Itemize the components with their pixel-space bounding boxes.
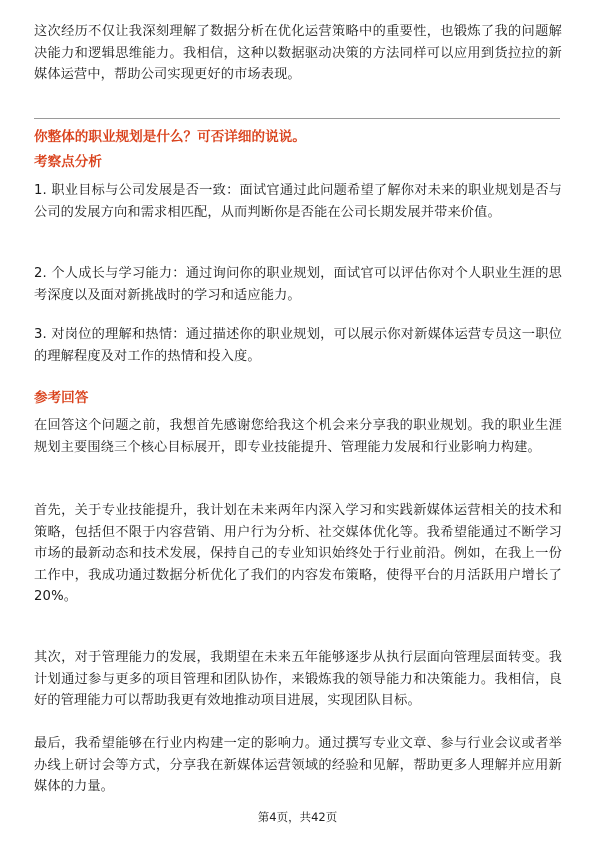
- answer-paragraph-2: 首先，关于专业技能提升，我计划在未来两年内深入学习和实践新媒体运营相关的技术和策略，包括但不限于内容营销、用户行为分析、社交媒体优化等。我希望能通过不断学习市场的最新动态和技术发展，保持自己的专业知识始终处于行业前沿。例如，在我上一份工作中，我成功通过数据分析优化了我们的内容发布策略，使得平台的月活跃用户增长了20%。: [34, 503, 562, 605]
- section-divider: [34, 118, 560, 119]
- analysis-point-2: 2. 个人成长与学习能力：通过询问你的职业规划，面试官可以评估你对个人职业生涯的思考深度以及面对新挑战时的学习和适应能力。: [34, 266, 562, 303]
- answer-heading: 参考回答: [34, 390, 89, 406]
- answer-paragraph-4: 最后，我希望能够在行业内构建一定的影响力。通过撰写专业文章、参与行业会议或者举办线上研讨会等方式，分享我在新媒体运营领域的经验和见解，帮助更多人理解并应用新媒体的力量。: [34, 736, 562, 795]
- analysis-heading: 考察点分析: [34, 154, 102, 170]
- question-title: 你整体的职业规划是什么？可否详细的说说。: [34, 129, 306, 145]
- answer-paragraph-3: 其次，对于管理能力的发展，我期望在未来五年能够逐步从执行层面向管理层面转变。我计划通过参与更多的项目管理和团队协作，来锻炼我的领导能力和决策能力。我相信，良好的管理能力可以帮助我更有效地推动项目进展，实现团队目标。: [34, 650, 562, 709]
- intro-paragraph: 这次经历不仅让我深刻理解了数据分析在优化运营策略中的重要性，也锻炼了我的问题解决能力和逻辑思维能力。我相信，这种以数据驱动决策的方法同样可以应用到货拉拉的新媒体运营中，帮助公司实现更好的市场表现。: [34, 24, 562, 83]
- answer-paragraph-1: 在回答这个问题之前，我想首先感谢您给我这个机会来分享我的职业规划。我的职业生涯规划主要围绕三个核心目标展开，即专业技能提升、管理能力发展和行业影响力构建。: [34, 418, 562, 455]
- analysis-point-3: 3. 对岗位的理解和热情：通过描述你的职业规划，可以展示你对新媒体运营专员这一职位的理解程度及对工作的热情和投入度。: [34, 327, 562, 364]
- analysis-point-1: 1. 职业目标与公司发展是否一致：面试官通过此问题希望了解你对未来的职业规划是否与公司的发展方向和需求相匹配，从而判断你是否能在公司长期发展并带来价值。: [34, 183, 562, 220]
- page-footer: 第4页，共42页: [257, 810, 338, 824]
